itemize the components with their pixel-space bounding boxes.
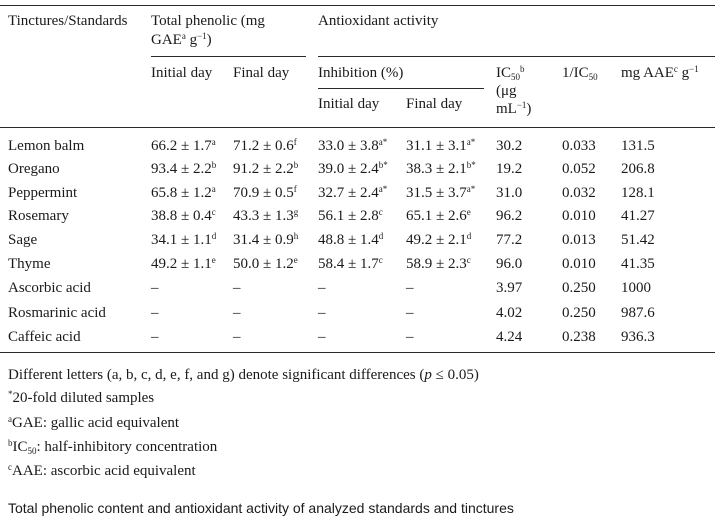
cell-aae: 128.1 — [621, 185, 655, 201]
col-header-tp-initial: Initial day — [151, 65, 213, 81]
col-header-tp-final: Final day — [233, 65, 290, 81]
cell-aae: 41.27 — [621, 208, 655, 224]
cell-tp-initial: 65.8 ± 1.2$^a$ — [151, 184, 216, 201]
col-header-total-phenolic-line1: Total phenolic (mg — [151, 13, 265, 29]
cell-tp-initial: – — [151, 280, 159, 296]
cell-inv-ic50: 0.033 — [562, 138, 596, 154]
cell-tp-final: 31.4 ± 0.9$^h$ — [233, 231, 299, 248]
cell-inv-ic50: 0.010 — [562, 256, 596, 272]
cell-inh-initial: $33.0 \pm 3.8^{a*}$ — [318, 137, 388, 154]
antioxidant-rule — [318, 56, 715, 57]
cell-tp-final: 43.3 ± 1.3$^g$ — [233, 207, 299, 224]
cell-inh-final: $38.3 \pm 2.1^{b*}$ — [406, 160, 476, 177]
cell-tp-initial: 49.2 ± 1.1$^e$ — [151, 255, 216, 272]
cell-name: Lemon balm — [8, 138, 85, 154]
col-header-ic50: $IC_{50}^b$ — [496, 64, 525, 82]
cell-inv-ic50: 0.032 — [562, 185, 596, 201]
header-bottom-rule — [0, 127, 715, 128]
cell-tp-final: 71.2 ± 0.6$^f$ — [233, 137, 297, 154]
col-header-tinctures: Tinctures/Standards — [8, 13, 128, 29]
cell-tp-initial: 66.2 ± 1.7$^a$ — [151, 137, 216, 154]
cell-aae: 936.3 — [621, 329, 655, 345]
note-diluted: *20-fold diluted samples — [8, 389, 155, 406]
cell-ic50: 19.2 — [496, 161, 523, 177]
col-header-antioxidant: Antioxidant activity — [318, 13, 439, 29]
col-header-inh-final: Final day — [406, 96, 463, 112]
col-header-inv-ic50: $1/IC_{50}$ — [562, 65, 598, 82]
cell-name: Oregano — [8, 161, 60, 177]
col-header-aae: mg AAE$^c$ $g^{-1}$ — [621, 64, 699, 81]
cell-inh-initial: – — [318, 329, 326, 345]
cell-inh-initial: 56.1 ± 2.8$^c$ — [318, 207, 383, 224]
cell-name: Peppermint — [8, 185, 78, 201]
cell-tp-initial: 93.4 ± 2.2$^b$ — [151, 160, 217, 177]
cell-inv-ic50: 0.238 — [562, 329, 596, 345]
cell-aae: 206.8 — [621, 161, 655, 177]
cell-inh-final: 49.2 ± 2.1$^d$ — [406, 231, 472, 248]
cell-tp-final: – — [233, 305, 241, 321]
cell-ic50: 77.2 — [496, 232, 523, 248]
note-gae: $^a$GAE: gallic acid equivalent — [8, 414, 180, 431]
cell-tp-final: – — [233, 329, 241, 345]
cell-name: Rosmarinic acid — [8, 305, 106, 321]
cell-tp-initial: 38.8 ± 0.4$^c$ — [151, 207, 216, 224]
cell-inh-initial: 58.4 ± 1.7$^c$ — [318, 255, 383, 272]
cell-ic50: 30.2 — [496, 138, 523, 154]
cell-inh-initial: $39.0 \pm 2.4^{b*}$ — [318, 160, 388, 177]
total-phenolic-rule — [151, 56, 306, 57]
note-aae: $^c$AAE: ascorbic acid equivalent — [8, 462, 196, 479]
cell-inv-ic50: 0.250 — [562, 305, 596, 321]
cell-name: Thyme — [8, 256, 51, 272]
cell-inh-final: 58.9 ± 2.3$^c$ — [406, 255, 471, 272]
col-header-total-phenolic-line2: GAE$^a$ $g^{-1}$) — [151, 31, 212, 48]
cell-aae: 51.42 — [621, 232, 655, 248]
cell-tp-final: 70.9 ± 0.5$^f$ — [233, 184, 297, 201]
cell-name: Rosemary — [8, 208, 69, 224]
cell-ic50: 96.0 — [496, 256, 523, 272]
cell-ic50: 96.2 — [496, 208, 523, 224]
cell-tp-final: 91.2 ± 2.2$^b$ — [233, 160, 299, 177]
note-ic50: $^bIC_{50}$: half-inhibitory concentration — [8, 438, 218, 456]
cell-inv-ic50: 0.250 — [562, 280, 596, 296]
cell-inh-final: – — [406, 280, 414, 296]
cell-inv-ic50: 0.010 — [562, 208, 596, 224]
cell-inh-final: – — [406, 329, 414, 345]
cell-ic50: 4.02 — [496, 305, 523, 321]
col-header-ic50-unit1: (μg — [496, 83, 517, 99]
cell-ic50: 4.24 — [496, 329, 523, 345]
table-caption: Total phenolic content and antioxidant activity of analyzed standards and tinctures — [8, 500, 514, 516]
cell-inv-ic50: 0.013 — [562, 232, 596, 248]
cell-tp-initial: 34.1 ± 1.1$^d$ — [151, 231, 217, 248]
cell-aae: 131.5 — [621, 138, 655, 154]
cell-tp-final: – — [233, 280, 241, 296]
col-header-inh-initial: Initial day — [318, 96, 380, 112]
cell-inv-ic50: 0.052 — [562, 161, 596, 177]
inhibition-rule — [318, 88, 484, 89]
cell-name: Caffeic acid — [8, 329, 81, 345]
cell-aae: 987.6 — [621, 305, 655, 321]
cell-ic50: 31.0 — [496, 185, 523, 201]
cell-name: Sage — [8, 232, 38, 248]
cell-inh-initial: – — [318, 280, 326, 296]
col-header-ic50-unit2: $mL^{-1}$) — [496, 100, 532, 117]
cell-name: Ascorbic acid — [8, 280, 91, 296]
cell-inh-final: $31.1 \pm 3.1^{a*}$ — [406, 137, 476, 154]
cell-inh-final: 65.1 ± 2.6$^e$ — [406, 207, 471, 224]
top-rule — [0, 5, 715, 6]
cell-inh-final: $31.5 \pm 3.7^{a*}$ — [406, 184, 476, 201]
cell-aae: 41.35 — [621, 256, 655, 272]
cell-tp-final: 50.0 ± 1.2$^e$ — [233, 255, 298, 272]
cell-tp-initial: – — [151, 329, 159, 345]
table-bottom-rule — [0, 352, 715, 353]
note-significance: Different letters (a, b, c, d, e, f, and g) denote significant differences (p ≤ 0.05) — [8, 367, 479, 383]
cell-ic50: 3.97 — [496, 280, 523, 296]
cell-tp-initial: – — [151, 305, 159, 321]
cell-inh-initial: 48.8 ± 1.4$^d$ — [318, 231, 384, 248]
col-header-inhibition: Inhibition (%) — [318, 65, 404, 81]
cell-inh-initial: $32.7 \pm 2.4^{a*}$ — [318, 184, 388, 201]
cell-inh-initial: – — [318, 305, 326, 321]
cell-inh-final: – — [406, 305, 414, 321]
cell-aae: 1000 — [621, 280, 651, 296]
